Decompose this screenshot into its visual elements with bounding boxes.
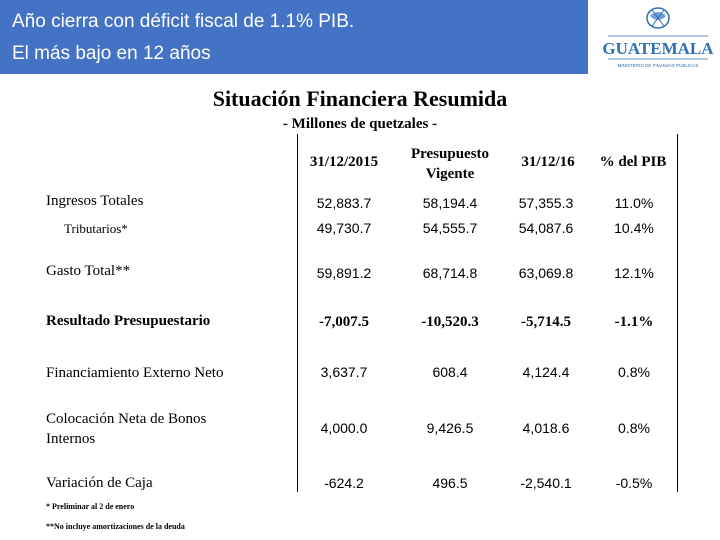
footnote-preliminar: * Preliminar al 2 de enero (46, 502, 135, 511)
table-cell: 0.8% (618, 420, 650, 436)
column-header-pib: % del PIB (599, 154, 667, 170)
table-cell: 3,637.7 (320, 364, 368, 380)
table-cell: 52,883.7 (316, 195, 372, 211)
table-right-border (677, 134, 678, 492)
table-cell: 12.1% (614, 265, 654, 281)
table-cell: 9,426.5 (426, 420, 474, 436)
report-title: Situación Financiera Resumida (212, 86, 508, 111)
table-cell: 4,000.0 (320, 420, 368, 436)
table-cell: 11.0% (614, 195, 654, 211)
table-cell: 63,069.8 (518, 265, 574, 281)
table-cell: -624.2 (324, 475, 364, 491)
logo-wordmark: GUATEMALA (602, 39, 714, 58)
table-cell: 0.8% (618, 364, 650, 380)
table-cell: 608.4 (432, 364, 468, 380)
row-label-financiamiento: Financiamiento Externo Neto (46, 365, 224, 381)
table-cell: 54,555.7 (422, 220, 478, 236)
table-cell: 49,730.7 (316, 220, 372, 236)
table-cell: 10.4% (614, 220, 654, 236)
table-cell: 496.5 (432, 475, 468, 491)
column-header-presupuesto: Presupuesto Vigente (410, 146, 490, 182)
header-banner (0, 0, 588, 74)
table-cell: 4,124.4 (522, 364, 570, 380)
table-cell: 54,087.6 (518, 220, 574, 236)
column-header-2015: 31/12/2015 (309, 154, 379, 170)
table-cell: 68,714.8 (422, 265, 478, 281)
header-title-line2: El más bajo en 12 años (12, 43, 211, 64)
row-label-tributarios: Tributarios* (64, 221, 128, 236)
table-cell: -0.5% (615, 475, 653, 491)
row-label-gasto: Gasto Total** (46, 263, 131, 279)
table-cell: -2,540.1 (520, 475, 572, 491)
column-header-2016: 31/12/16 (521, 154, 575, 170)
table-left-border (297, 134, 298, 492)
footnote-amortizaciones: **No incluye amortizaciones de la deuda (46, 522, 185, 531)
table-cell: -7,007.5 (319, 314, 369, 330)
row-label-resultado: Resultado Presupuestario (46, 313, 211, 329)
logo-tagline: MINISTERIO DE FINANZAS PÚBLICAS (617, 63, 699, 68)
header-title-line1: Año cierra con déficit fiscal de 1.1% PIB. (12, 11, 355, 32)
table-cell: -10,520.3 (421, 314, 479, 330)
table-cell: 4,018.6 (522, 420, 570, 436)
table-cell: 57,355.3 (518, 195, 574, 211)
table-cell: -5,714.5 (521, 314, 571, 330)
row-label-ingresos: Ingresos Totales (46, 193, 144, 209)
report-subtitle: - Millones de quetzales - (282, 116, 438, 132)
table-cell: 58,194.4 (422, 195, 478, 211)
table-cell: 59,891.2 (316, 265, 372, 281)
row-label-colocacion: Colocación Neta de Bonos Internos (46, 411, 207, 447)
coat-of-arms-icon (600, 4, 716, 74)
ministry-logo (600, 4, 716, 74)
row-label-variacion: Variación de Caja (46, 475, 153, 491)
table-cell: -1.1% (614, 314, 654, 330)
